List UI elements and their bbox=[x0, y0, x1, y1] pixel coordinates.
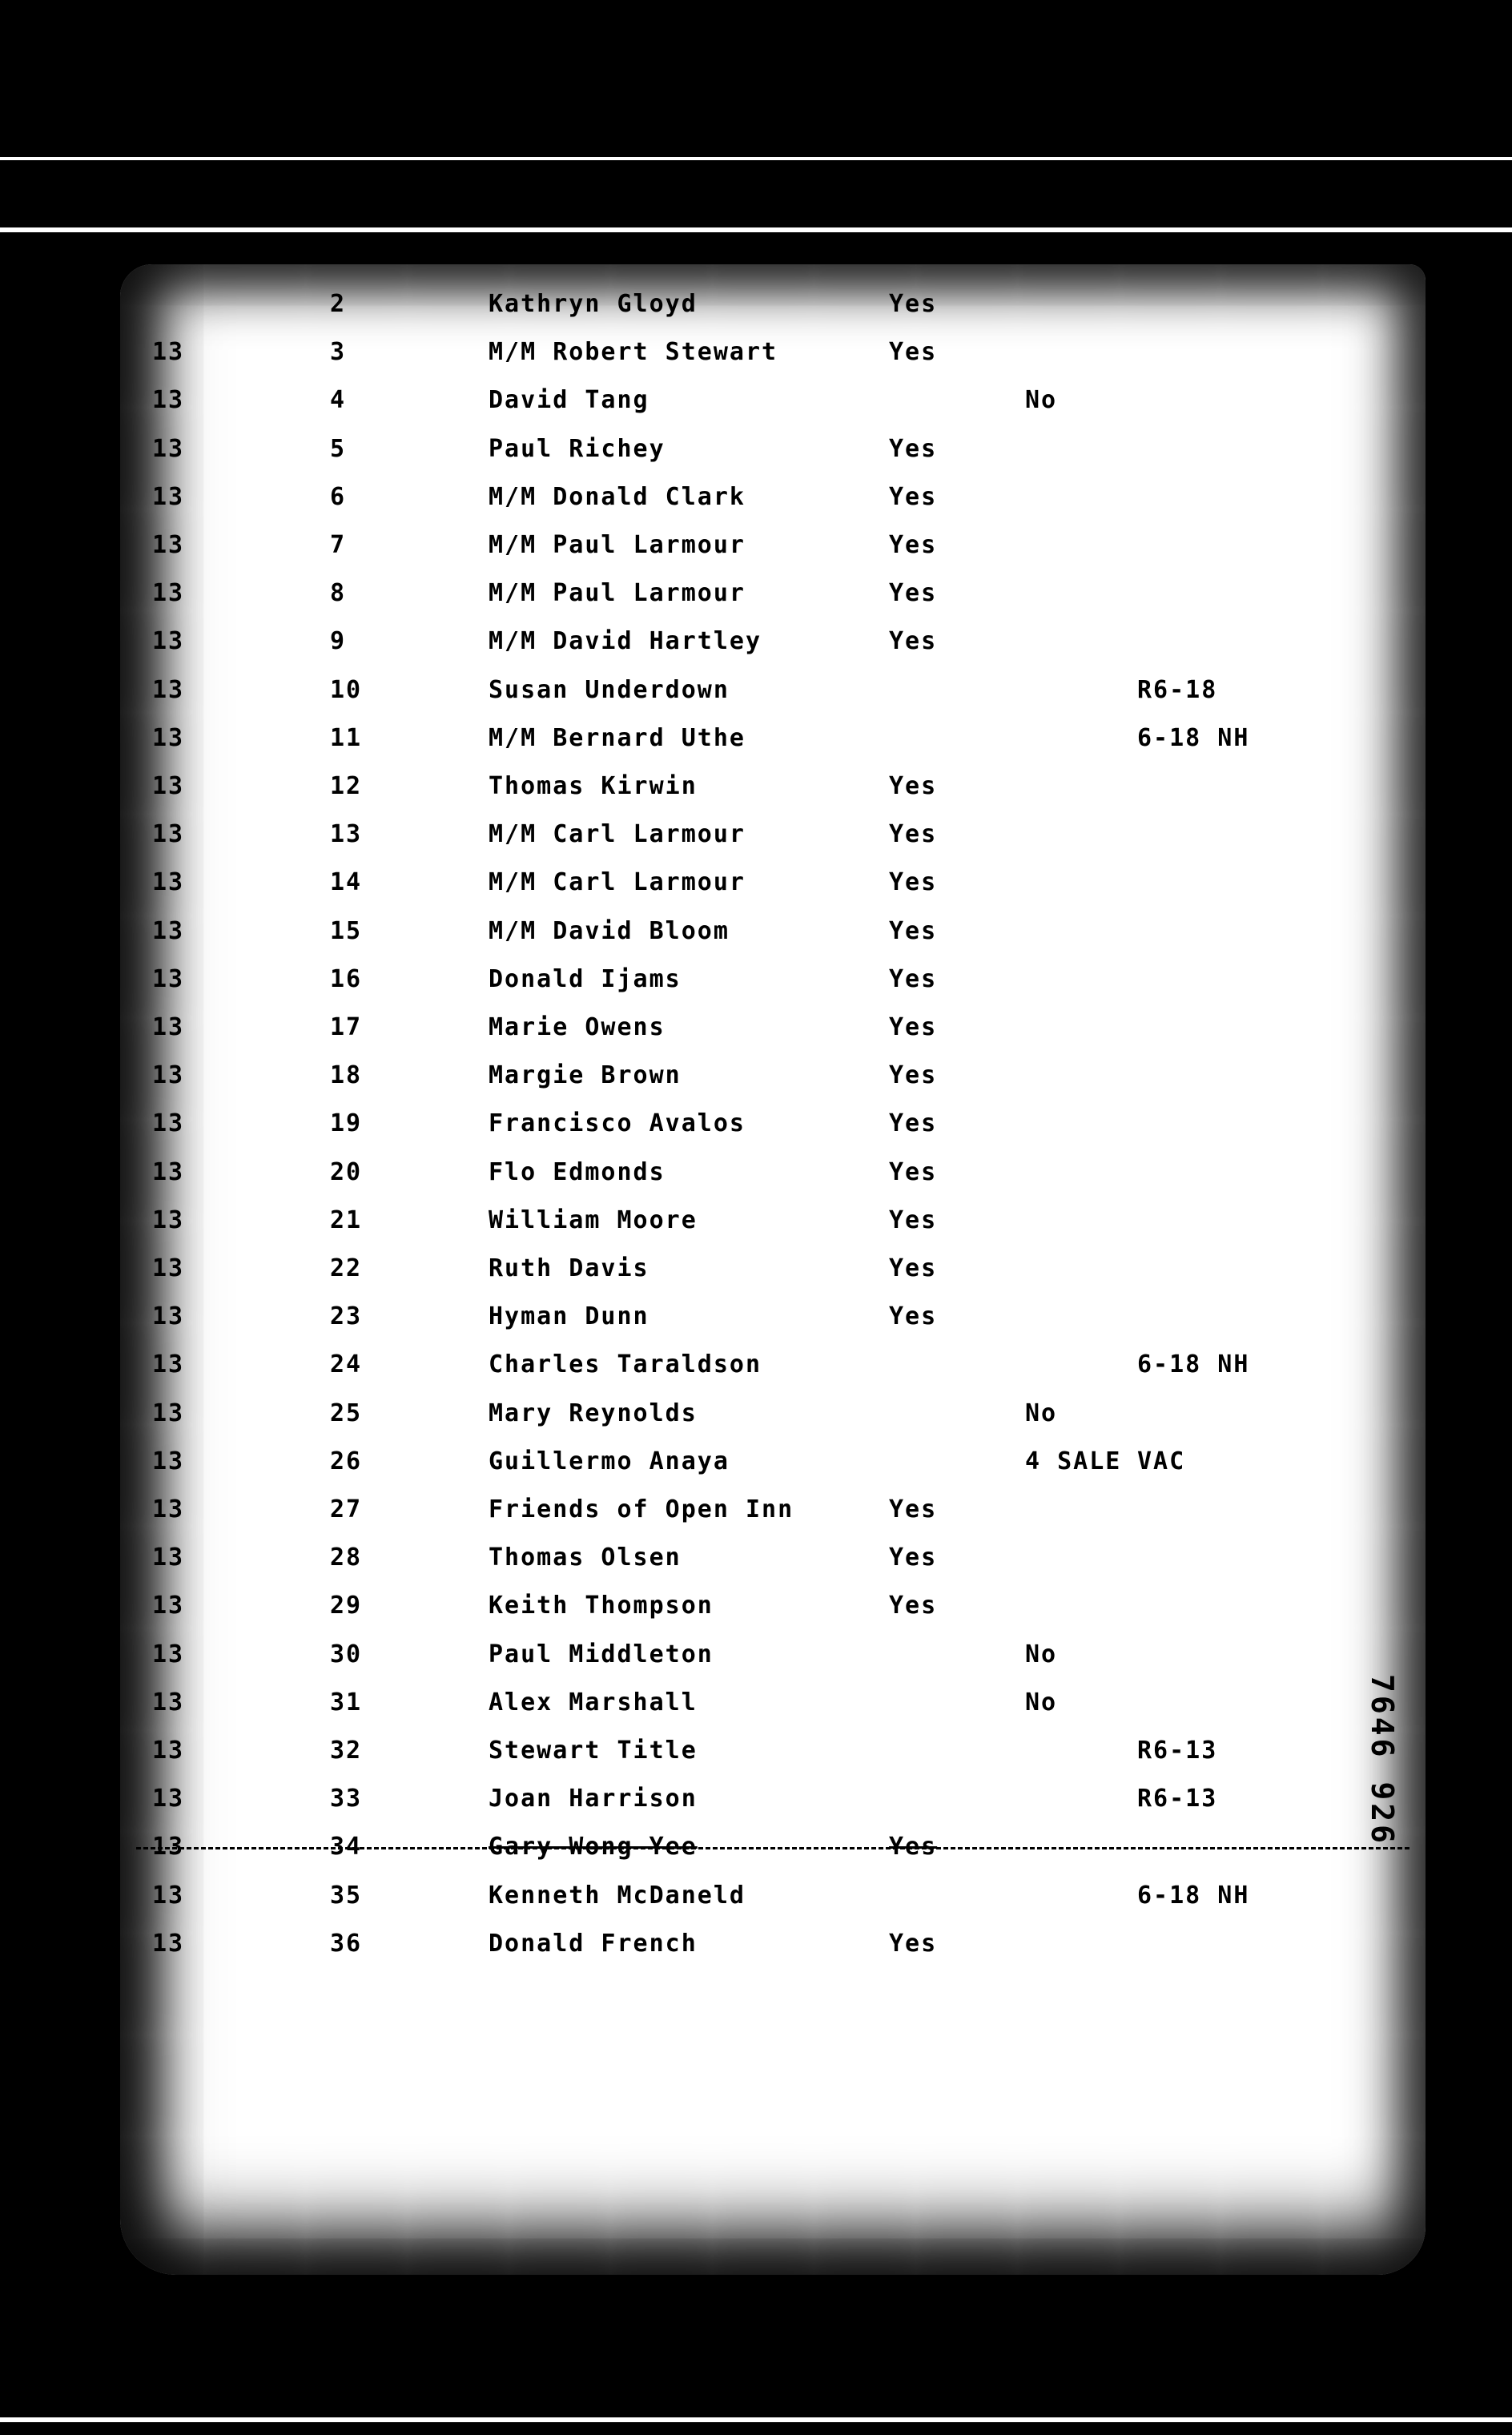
row-book-number: 13 bbox=[152, 1640, 185, 1668]
row-owner-name: Ruth Davis bbox=[489, 1254, 649, 1282]
row-yes-response: Yes bbox=[889, 1302, 938, 1331]
document-page bbox=[120, 264, 1426, 2275]
row-lot-number: 32 bbox=[330, 1737, 363, 1765]
row-lot-number: 13 bbox=[330, 820, 363, 849]
row-yes-response: Yes bbox=[889, 579, 938, 608]
row-book-number: 13 bbox=[152, 916, 185, 945]
row-lot-number: 26 bbox=[330, 1447, 363, 1475]
row-yes-response: Yes bbox=[889, 1013, 938, 1041]
scan-top-border bbox=[0, 0, 1512, 240]
row-owner-name: Guillermo Anaya bbox=[489, 1447, 730, 1475]
row-owner-name: Paul Middleton bbox=[489, 1640, 714, 1668]
row-no-response: No bbox=[1025, 1399, 1058, 1427]
table-row bbox=[120, 1302, 1426, 1347]
table-row bbox=[120, 338, 1426, 383]
table-row bbox=[120, 1882, 1426, 1926]
row-no-response: No bbox=[1025, 1688, 1058, 1717]
row-owner-name: M/M David Bloom bbox=[489, 916, 730, 945]
table-row bbox=[120, 1061, 1426, 1106]
row-owner-name: M/M David Hartley bbox=[489, 627, 762, 656]
table-row bbox=[120, 1447, 1426, 1492]
table-row bbox=[120, 1495, 1426, 1540]
row-lot-number: 6 bbox=[330, 482, 347, 511]
row-yes-response: Yes bbox=[889, 627, 938, 656]
row-book-number: 13 bbox=[152, 531, 185, 559]
row-lot-number: 21 bbox=[330, 1205, 363, 1234]
table-row bbox=[120, 290, 1426, 335]
row-book-number: 13 bbox=[152, 1929, 185, 1958]
row-yes-response: Yes bbox=[889, 1061, 938, 1090]
table-row bbox=[120, 1109, 1426, 1154]
row-lot-number: 17 bbox=[330, 1013, 363, 1041]
row-note: VAC bbox=[1137, 1447, 1186, 1475]
row-note: 6-18 NH bbox=[1137, 1350, 1250, 1379]
row-yes-response: Yes bbox=[889, 964, 938, 993]
row-yes-response: Yes bbox=[889, 772, 938, 800]
row-yes-response: Yes bbox=[889, 1544, 938, 1572]
row-note: R6-18 bbox=[1137, 675, 1218, 704]
table-row bbox=[120, 1254, 1426, 1299]
row-owner-name: William Moore bbox=[489, 1205, 698, 1234]
row-book-number: 13 bbox=[152, 1544, 185, 1572]
row-lot-number: 9 bbox=[330, 627, 347, 656]
row-owner-name: Alex Marshall bbox=[489, 1688, 698, 1717]
row-yes-response: Yes bbox=[889, 1254, 938, 1282]
row-note: 6-18 NH bbox=[1137, 723, 1250, 752]
row-lot-number: 35 bbox=[330, 1881, 363, 1910]
row-lot-number: 22 bbox=[330, 1254, 363, 1282]
table-row bbox=[120, 1640, 1426, 1685]
row-book-number: 13 bbox=[152, 1013, 185, 1041]
row-book-number: 13 bbox=[152, 1495, 185, 1523]
table-row bbox=[120, 579, 1426, 624]
row-owner-name: Stewart Title bbox=[489, 1737, 698, 1765]
row-lot-number: 4 bbox=[330, 386, 347, 415]
row-book-number: 13 bbox=[152, 1881, 185, 1910]
row-owner-name: David Tang bbox=[489, 386, 649, 415]
row-owner-name: Friends of Open Inn bbox=[489, 1495, 794, 1523]
row-lot-number: 8 bbox=[330, 579, 347, 608]
row-owner-name: Margie Brown bbox=[489, 1061, 682, 1090]
row-book-number: 13 bbox=[152, 1447, 185, 1475]
row-book-number: 13 bbox=[152, 1592, 185, 1620]
table-row bbox=[120, 868, 1426, 913]
row-book-number: 13 bbox=[152, 1399, 185, 1427]
row-owner-name: Gary Wong Yee bbox=[489, 1833, 698, 1861]
row-lot-number: 5 bbox=[330, 434, 347, 463]
row-owner-name: Kathryn Gloyd bbox=[489, 290, 698, 318]
row-lot-number: 28 bbox=[330, 1544, 363, 1572]
row-yes-response: Yes bbox=[889, 1592, 938, 1620]
table-row bbox=[120, 1206, 1426, 1251]
row-owner-name: Paul Richey bbox=[489, 434, 666, 463]
table-row bbox=[120, 1688, 1426, 1733]
row-lot-number: 16 bbox=[330, 964, 363, 993]
row-book-number: 13 bbox=[152, 1350, 185, 1379]
table-row bbox=[120, 1350, 1426, 1395]
table-row bbox=[120, 1785, 1426, 1829]
row-no-response: No bbox=[1025, 386, 1058, 415]
row-owner-name: Donald French bbox=[489, 1929, 698, 1958]
row-yes-response: Yes bbox=[889, 820, 938, 849]
row-yes-response: Yes bbox=[889, 1205, 938, 1234]
row-book-number: 13 bbox=[152, 1157, 185, 1186]
side-stamp: 7646 926 bbox=[1365, 1674, 1400, 1847]
row-note: 6-18 NH bbox=[1137, 1881, 1250, 1910]
row-book-number: 13 bbox=[152, 1833, 185, 1861]
row-owner-name: Joan Harrison bbox=[489, 1785, 698, 1813]
row-lot-number: 15 bbox=[330, 916, 363, 945]
scan-rule-bottom bbox=[0, 2417, 1512, 2422]
table-row bbox=[120, 1158, 1426, 1203]
row-owner-name: M/M Carl Larmour bbox=[489, 820, 746, 849]
row-yes-response: Yes bbox=[889, 1109, 938, 1138]
row-lot-number: 23 bbox=[330, 1302, 363, 1331]
table-row bbox=[120, 1737, 1426, 1781]
table-row bbox=[120, 1833, 1426, 1878]
row-yes-response: Yes bbox=[889, 1157, 938, 1186]
row-book-number: 13 bbox=[152, 820, 185, 849]
row-lot-number: 20 bbox=[330, 1157, 363, 1186]
row-owner-name: Charles Taraldson bbox=[489, 1350, 762, 1379]
row-note: R6-13 bbox=[1137, 1785, 1218, 1813]
table-row bbox=[120, 820, 1426, 865]
table-row bbox=[120, 676, 1426, 721]
row-lot-number: 36 bbox=[330, 1929, 363, 1958]
row-yes-response: Yes bbox=[889, 482, 938, 511]
row-lot-number: 18 bbox=[330, 1061, 363, 1090]
table-row bbox=[120, 386, 1426, 431]
row-lot-number: 30 bbox=[330, 1640, 363, 1668]
row-owner-name: Keith Thompson bbox=[489, 1592, 714, 1620]
row-no-response: No bbox=[1025, 1640, 1058, 1668]
row-book-number: 13 bbox=[152, 772, 185, 800]
table-row bbox=[120, 435, 1426, 480]
row-book-number: 13 bbox=[152, 675, 185, 704]
row-lot-number: 24 bbox=[330, 1350, 363, 1379]
table-row bbox=[120, 483, 1426, 528]
row-book-number: 13 bbox=[152, 868, 185, 897]
row-book-number: 13 bbox=[152, 386, 185, 415]
table-row bbox=[120, 1013, 1426, 1058]
row-lot-number: 10 bbox=[330, 675, 363, 704]
table-row bbox=[120, 531, 1426, 576]
row-lot-number: 11 bbox=[330, 723, 363, 752]
row-owner-name: Flo Edmonds bbox=[489, 1157, 666, 1186]
row-owner-name: M/M Paul Larmour bbox=[489, 579, 746, 608]
scan-rule-top bbox=[0, 157, 1512, 160]
row-book-number: 13 bbox=[152, 1205, 185, 1234]
row-lot-number: 19 bbox=[330, 1109, 363, 1138]
row-owner-name: M/M Paul Larmour bbox=[489, 531, 746, 559]
row-yes-response: Yes bbox=[889, 916, 938, 945]
row-yes-response: Yes bbox=[889, 531, 938, 559]
row-yes-response: Yes bbox=[889, 868, 938, 897]
table-row bbox=[120, 917, 1426, 962]
row-book-number: 13 bbox=[152, 1737, 185, 1765]
row-owner-name: M/M Robert Stewart bbox=[489, 338, 778, 367]
row-lot-number: 25 bbox=[330, 1399, 363, 1427]
row-yes-response: Yes bbox=[889, 338, 938, 367]
table-row bbox=[120, 724, 1426, 769]
row-book-number: 13 bbox=[152, 1254, 185, 1282]
row-owner-name: Thomas Kirwin bbox=[489, 772, 698, 800]
row-book-number: 13 bbox=[152, 723, 185, 752]
table-row bbox=[120, 772, 1426, 817]
row-lot-number: 31 bbox=[330, 1688, 363, 1717]
row-lot-number: 27 bbox=[330, 1495, 363, 1523]
table-row bbox=[120, 1592, 1426, 1636]
row-yes-response: Yes bbox=[889, 1929, 938, 1958]
row-owner-name: Francisco Avalos bbox=[489, 1109, 746, 1138]
table-row bbox=[120, 1930, 1426, 1974]
row-book-number: 13 bbox=[152, 579, 185, 608]
table-row bbox=[120, 1544, 1426, 1588]
row-owner-name: M/M Donald Clark bbox=[489, 482, 746, 511]
row-lot-number: 34 bbox=[330, 1833, 363, 1861]
row-book-number: 13 bbox=[152, 1688, 185, 1717]
row-owner-name: Marie Owens bbox=[489, 1013, 666, 1041]
row-owner-name: Mary Reynolds bbox=[489, 1399, 698, 1427]
row-owner-name: Kenneth McDaneld bbox=[489, 1881, 746, 1910]
row-book-number: 13 bbox=[152, 338, 185, 367]
row-lot-number: 33 bbox=[330, 1785, 363, 1813]
row-lot-number: 2 bbox=[330, 290, 347, 318]
row-yes-response: Yes bbox=[889, 290, 938, 318]
row-book-number: 13 bbox=[152, 1302, 185, 1331]
table-row bbox=[120, 965, 1426, 1010]
row-note: R6-13 bbox=[1137, 1737, 1218, 1765]
row-book-number: 13 bbox=[152, 1785, 185, 1813]
row-book-number: 13 bbox=[152, 434, 185, 463]
row-lot-number: 3 bbox=[330, 338, 347, 367]
row-yes-response: Yes bbox=[889, 434, 938, 463]
row-lot-number: 29 bbox=[330, 1592, 363, 1620]
row-book-number: 13 bbox=[152, 1061, 185, 1090]
row-owner-name: Susan Underdown bbox=[489, 675, 730, 704]
row-owner-name: M/M Bernard Uthe bbox=[489, 723, 746, 752]
row-owner-name: Thomas Olsen bbox=[489, 1544, 682, 1572]
row-yes-response: Yes bbox=[889, 1833, 938, 1861]
table-row bbox=[120, 1399, 1426, 1444]
table-row bbox=[120, 627, 1426, 672]
row-owner-name: Donald Ijams bbox=[489, 964, 682, 993]
row-no-response: 4 SALE bbox=[1025, 1447, 1122, 1475]
row-book-number: 13 bbox=[152, 964, 185, 993]
strike-dash-line bbox=[136, 1847, 1409, 1849]
row-owner-name: M/M Carl Larmour bbox=[489, 868, 746, 897]
row-lot-number: 14 bbox=[330, 868, 363, 897]
row-lot-number: 7 bbox=[330, 531, 347, 559]
row-lot-number: 12 bbox=[330, 772, 363, 800]
row-book-number: 13 bbox=[152, 627, 185, 656]
scan-rule-upper bbox=[0, 227, 1512, 232]
row-yes-response: Yes bbox=[889, 1495, 938, 1523]
row-owner-name: Hyman Dunn bbox=[489, 1302, 649, 1331]
row-book-number: 13 bbox=[152, 482, 185, 511]
row-book-number: 13 bbox=[152, 1109, 185, 1138]
